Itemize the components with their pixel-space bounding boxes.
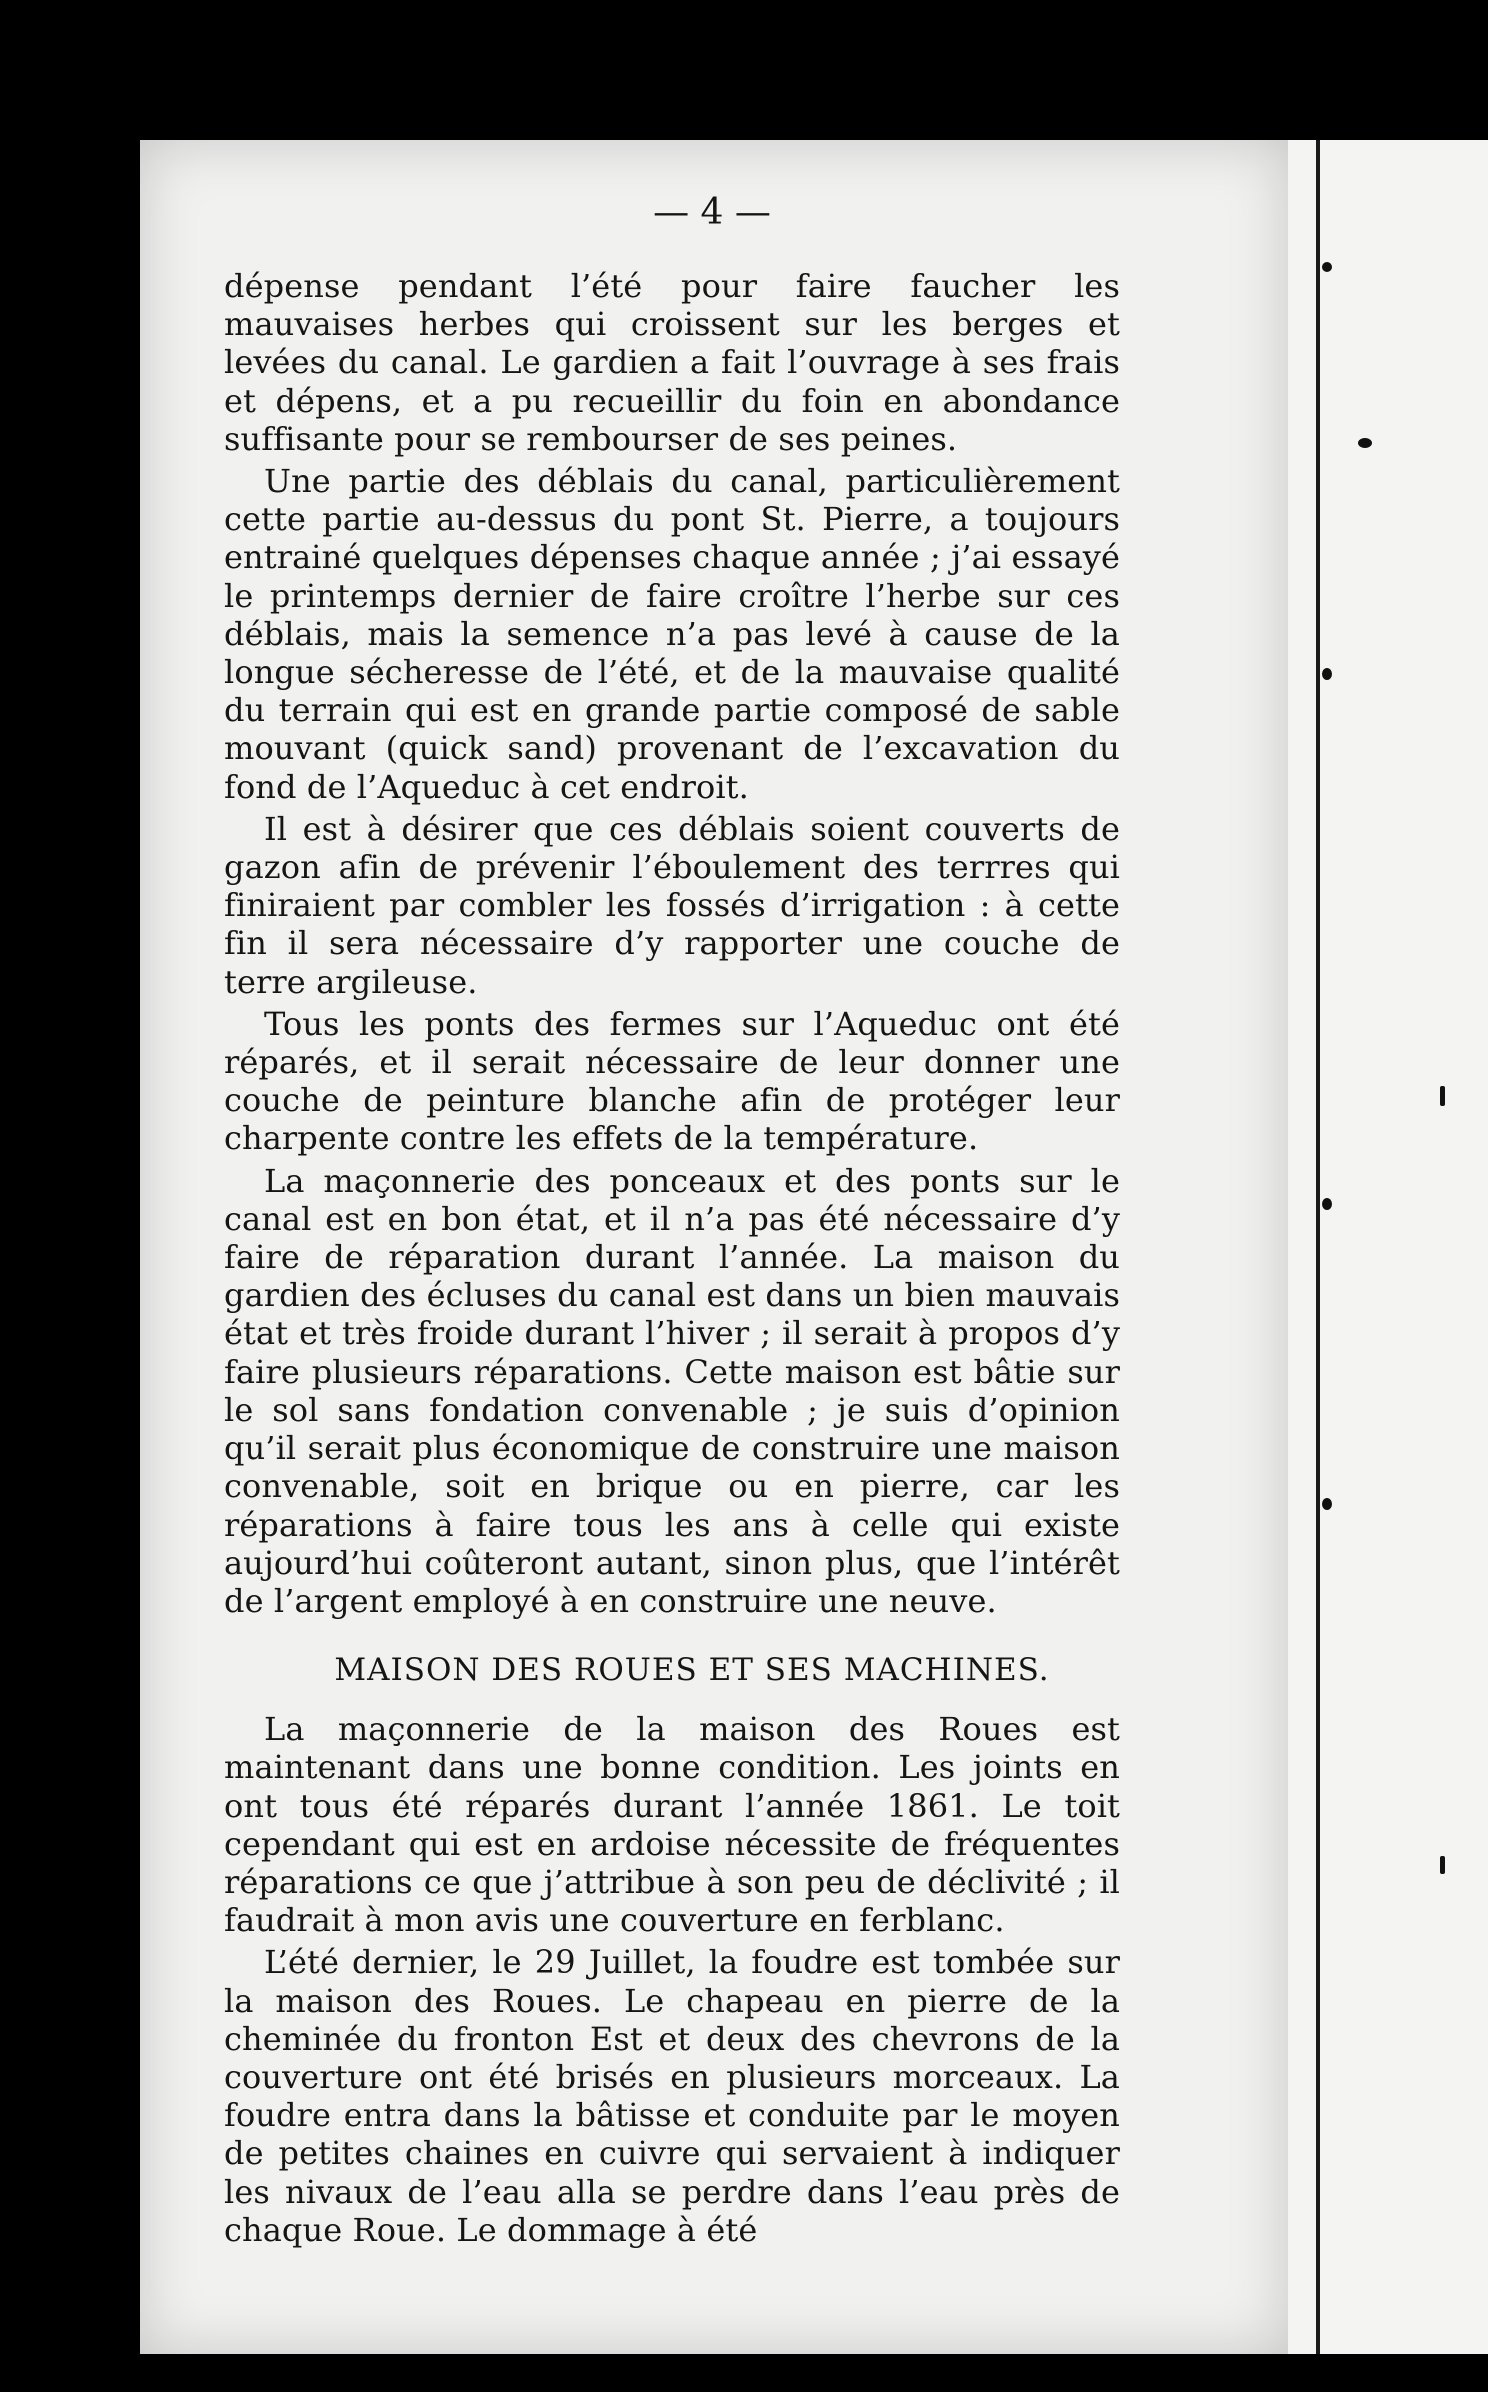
paragraph: L’été dernier, le 29 Juillet, la foudre est tombée sur la maison des Roues. Le chapeau en pierre de la cheminée du fronton Est et deux des chevrons de la couverture ont été brisés en plusieurs morceaux. La foudre entra dans la bâtisse et conduite par le moyen de petites chaines en cuivre qui servaient à indiquer les nivaux de l’eau alla se perdre dans l’eau près de chaque Roue. Le dommage à été — [224, 1943, 1120, 2249]
paragraph: La maçonnerie des ponceaux et des ponts sur le canal est en bon état, et il n’a pas été nécessaire d’y faire de réparation durant l’année. La maison du gardien des écluses du canal est dans un bien mauvais état et très froide durant l’hiver ; il serait à propos d’y faire plusieurs réparations. Cette maison est bâtie sur le sol sans fondation convenable ; je suis d’opinion qu’il serait plus économique de construire une maison convenable, soit en brique ou en pierre, car les réparations à faire tous les ans à celle qui existe aujourd’hui coûteront autant, sinon plus, que l’intérêt de l’argent employé à en construire une neuve. — [224, 1161, 1120, 1620]
paragraph: Il est à désirer que ces déblais soient couverts de gazon afin de prévenir l’éboulement des terrres qui finiraient par combler les fossés d’irrigation : à cette fin il sera nécessaire d’y rapporter une couche de terre argileuse. — [224, 809, 1120, 1001]
paragraph: Tous les ponts des fermes sur l’Aqueduc ont été réparés, et il serait nécessaire de leur donner une couche de peinture blanche afin de protéger leur charpente contre les effets de la température. — [224, 1004, 1120, 1158]
paragraph: dépense pendant l’été pour faire faucher les mauvaises herbes qui croissent sur les berges et levées du canal. Le gardien a fait l’ouvrage à ses frais et dépens, et a pu recueillir du foin en abondance suffisante pour se rembourser de ses peines. — [224, 267, 1120, 458]
speck-mark — [1440, 1086, 1445, 1106]
document-body — [224, 192, 1120, 2249]
speck-mark — [1322, 668, 1332, 680]
paragraph: La maçonnerie de la maison des Roues est maintenant dans une bonne condition. Les joints en ont tous été réparés durant l’année 1861. Le toit cependant qui est en ardoise nécessite de fréquentes réparations ce que j’attribue à son peu de déclivité ; il faudrait à mon avis une couverture en ferblanc. — [224, 1710, 1120, 1940]
binding-line — [1316, 140, 1320, 2354]
speck-mark — [1440, 1856, 1445, 1874]
speck-mark — [1322, 1198, 1332, 1210]
speck-mark — [1358, 438, 1372, 448]
page-number: — 4 — — [653, 192, 771, 233]
section-heading: MAISON DES ROUES ET SES MACHINES. — [334, 1652, 1050, 1689]
speck-mark — [1322, 262, 1332, 272]
speck-mark — [1322, 1498, 1332, 1510]
paragraph: Une partie des déblais du canal, particulièrement cette partie au-dessus du pont St. Pierre, a toujours entrainé quelques dépenses chaque année ; j’ai essayé le printemps dernier de faire croître l’herbe sur ces déblais, mais la semence n’a pas levé à cause de la longue sécheresse de l’été, et de la mauvaise qualité du terrain qui est en grande partie composé de sable mouvant (quick sand) provenant de l’excavation du fond de l’Aqueduc à cet endroit. — [224, 462, 1120, 806]
